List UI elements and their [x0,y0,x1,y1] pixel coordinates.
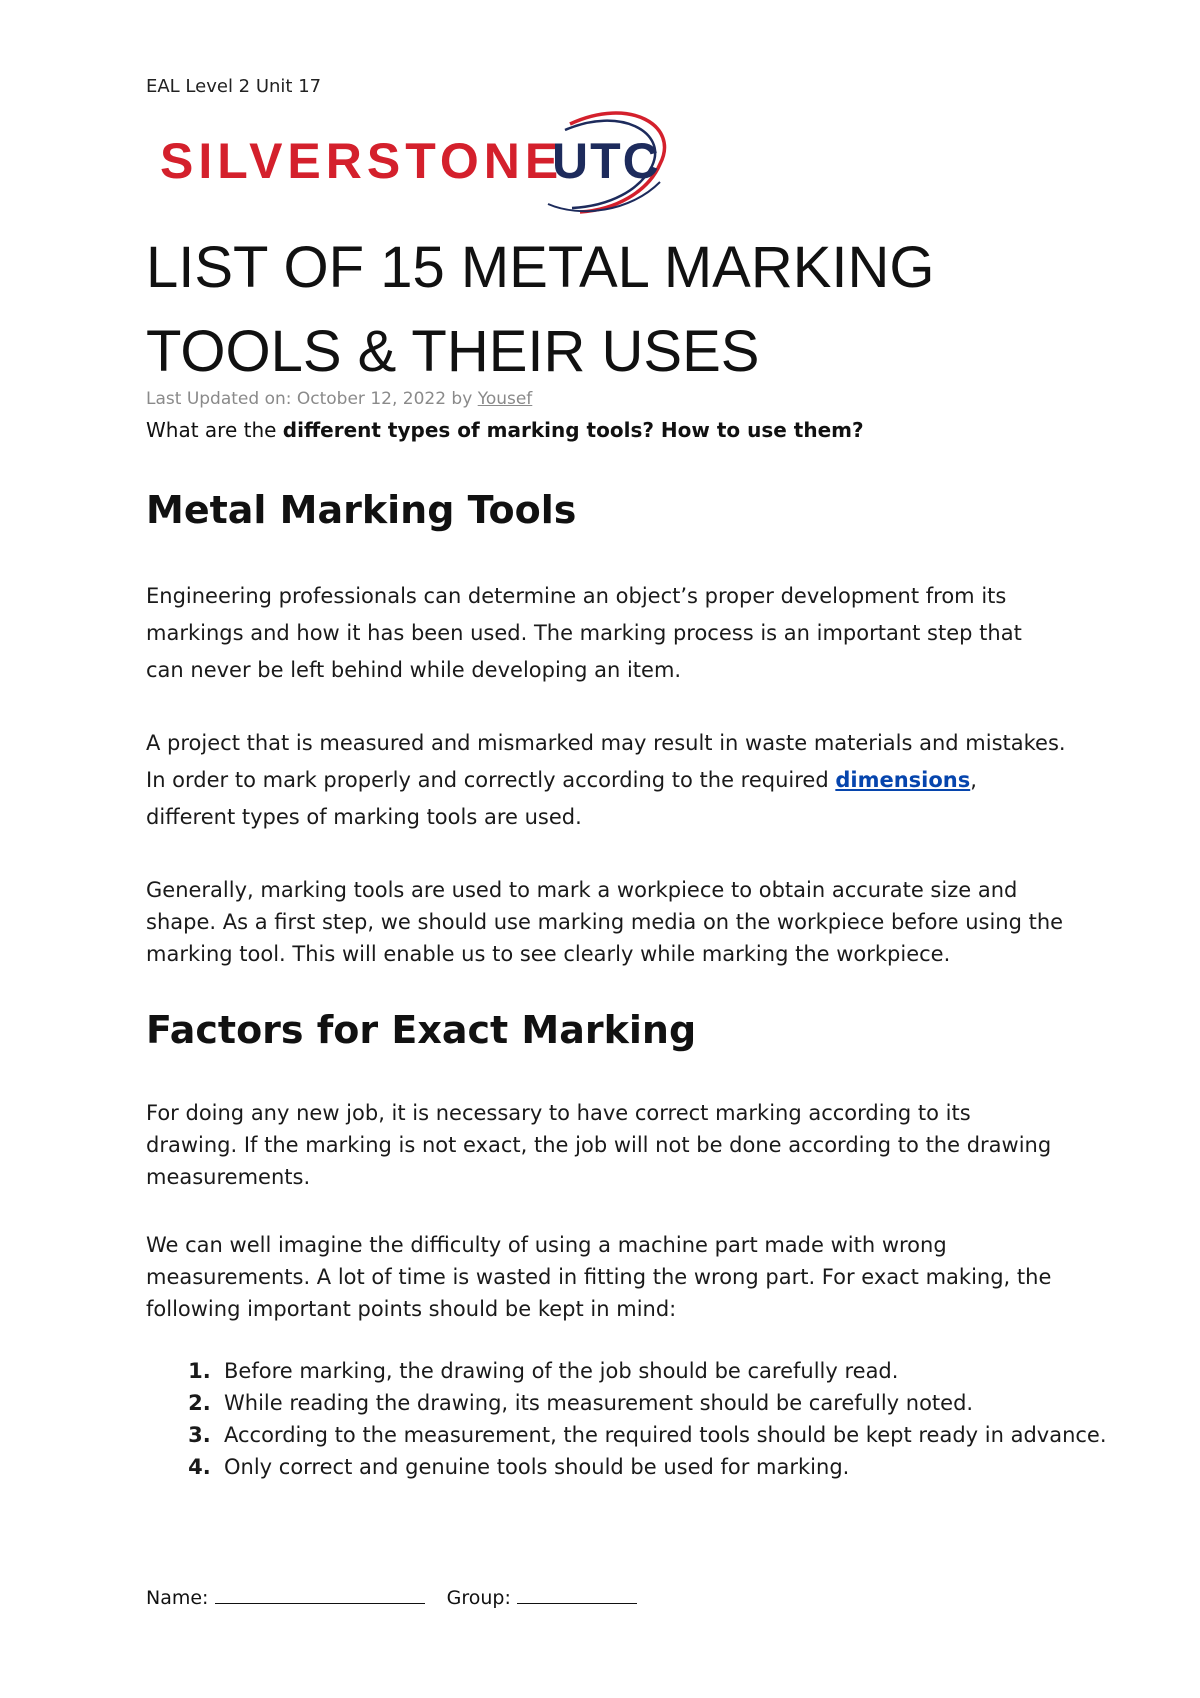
name-label: Name: [146,1587,209,1609]
p2-text-after: , different types of marking tools are used. [146,768,977,829]
list-item: 3. According to the measurement, the required tools should be kept ready in advance. [218,1419,1138,1451]
author-link[interactable]: Yousef [477,389,533,409]
logo-text-silverstone: SILVERSTONE [160,133,564,189]
paragraph-engineering: Engineering professionals can determine an object’s proper development from its markings and how it has been used. The marking process is an important step that can never be left behind while developing an item. [146,584,1022,682]
name-group-fields [146,1585,637,1609]
list-item: 1. Before marking, the drawing of the job should be carefully read. [218,1355,1138,1387]
paragraph-new-job: For doing any new job, it is necessary to have correct marking according to its drawing. If the marking is not exact, the job will not be done according to the drawing measurements. [146,1101,1052,1189]
article-meta [146,389,532,409]
paragraph-difficulty: We can well imagine the difficulty of using a machine part made with wrong measurements. A lot of time is wasted in fitting the wrong part. For exact making, the following important points should be kept in mind: [146,1233,1052,1321]
title-line-2: TOOLS & THEIR USES [146,319,760,384]
heading-factors-exact-marking: Factors for Exact Marking [146,1008,697,1052]
list-item: 2. While reading the drawing, its measurement should be carefully noted. [218,1387,1138,1419]
article-title [146,226,1106,394]
question-prefix: What are the [146,418,283,442]
list-item: 4. Only correct and genuine tools should be used for marking. [218,1451,1138,1483]
unit-header: EAL Level 2 Unit 17 [146,76,322,97]
name-blank-line[interactable] [215,1585,425,1604]
silverstone-utc-logo [160,102,680,222]
title-line-1: LIST OF 15 METAL MARKING [146,235,935,300]
marking-points-list [146,1355,1138,1483]
paragraph-project [146,725,1066,836]
group-label: Group: [446,1587,511,1609]
dimensions-link[interactable]: dimensions [835,768,971,792]
p2-text-before: A project that is measured and mismarked may result in waste materials and mistakes. In order to mark properly and correctly according to the required [146,731,1066,792]
paragraph-generally: Generally, marking tools are used to mark a workpiece to obtain accurate size and shape. As a first step, we should use marking media on the workpiece before using the marking tool. This will enable us to see clearly while marking the workpiece. [146,878,1064,966]
intro-question [146,418,864,442]
logo-text-utc: UTC [552,133,661,189]
heading-metal-marking-tools: Metal Marking Tools [146,488,577,532]
question-bold: different types of marking tools? How to use them? [282,418,864,442]
group-blank-line[interactable] [517,1585,637,1604]
meta-date: Last Updated on: October 12, 2022 by [146,389,478,409]
